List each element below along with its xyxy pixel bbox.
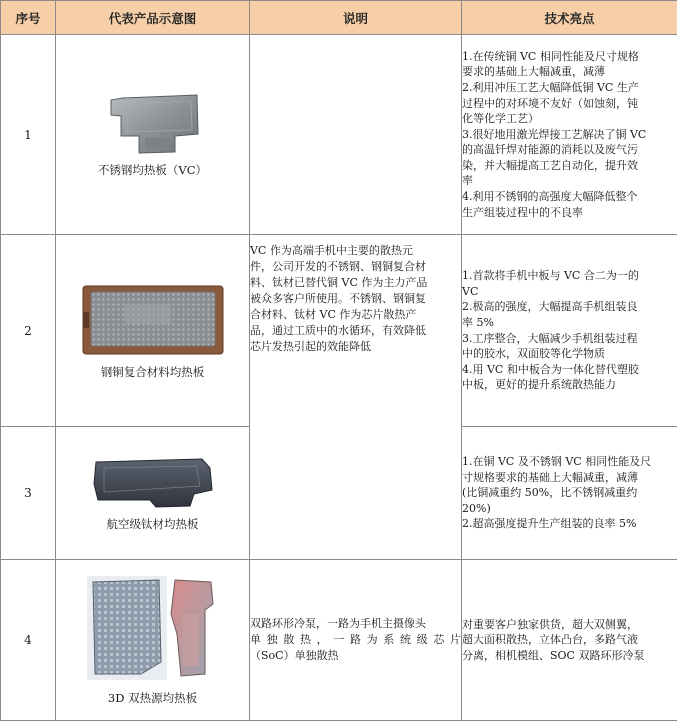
feature-line: 超大面积散热，立体凸台，多路气液 bbox=[462, 633, 638, 647]
table-row bbox=[1, 35, 677, 235]
feature-line: VC bbox=[462, 284, 479, 298]
description-line: 双路环形冷泵，一路为手机主摄像头 bbox=[250, 617, 426, 630]
feature-line: 1.首款将手机中板与 VC 合二为一的 bbox=[462, 269, 639, 283]
tech-highlights-cell bbox=[462, 35, 677, 235]
feature-line: 4.用 VC 和中板合为一体化替代塑胶 bbox=[462, 362, 639, 376]
product-caption: 航空级钛材均热板 bbox=[106, 517, 199, 531]
feature-line: 率 bbox=[462, 174, 473, 188]
header-product-image: 代表产品示意图 bbox=[56, 1, 250, 35]
description-line: 芯片发热引起的效能降低 bbox=[250, 340, 371, 353]
header-tech-highlights: 技术亮点 bbox=[462, 1, 677, 35]
product-image-cell bbox=[56, 427, 250, 560]
description-cell-empty bbox=[250, 35, 462, 235]
3d-dual-heat-source-vc-image bbox=[85, 574, 221, 684]
description-line: 品，通过工质中的水循环，有效降低 bbox=[250, 324, 426, 337]
feature-line: 寸规格要求的基础上大幅减重，减薄 bbox=[462, 470, 638, 484]
feature-line: 化等化学工艺） bbox=[462, 112, 539, 126]
row-index: 2 bbox=[1, 235, 56, 427]
feature-line: 4.利用不锈钢的高强度大幅降低整个 bbox=[462, 190, 638, 204]
stainless-steel-vc-image bbox=[105, 92, 201, 156]
feature-line: 分离，相机模组、SOC 双路环形冷泵 bbox=[462, 648, 645, 662]
feature-line: 率 5% bbox=[462, 315, 494, 329]
feature-line: 2.超高强度提升生产组装的良率 5% bbox=[462, 517, 637, 531]
row-index: 3 bbox=[1, 427, 56, 560]
product-caption: 3D 双热源均热板 bbox=[107, 691, 198, 705]
description-line: （SoC）单独散热 bbox=[250, 649, 339, 662]
feature-line: 2.利用冲压工艺大幅降低铜 VC 生产 bbox=[462, 80, 639, 94]
description-line: 件，公司开发的不锈钢、钢铜复合材 bbox=[250, 260, 426, 273]
feature-line: 对重要客户独家供货，超大双侧翼， bbox=[462, 617, 638, 631]
titanium-vc-image bbox=[90, 454, 216, 510]
header-row bbox=[1, 1, 677, 35]
tech-highlights-cell bbox=[462, 235, 677, 427]
feature-line: 20%) bbox=[462, 501, 491, 515]
description-cell bbox=[250, 560, 462, 721]
shared-description-cell bbox=[250, 235, 462, 560]
table-row bbox=[1, 235, 677, 427]
feature-line: 2.极高的强度，大幅提高手机组装良 bbox=[462, 300, 638, 314]
product-image-cell bbox=[56, 235, 250, 427]
feature-line: 3.工序整合，大幅减少手机组装过程 bbox=[462, 331, 638, 345]
feature-line: 3.很好地用激光焊接工艺解决了铜 VC bbox=[462, 127, 647, 141]
description-line: 被众多客户所使用。不锈钢、钢铜复 bbox=[250, 292, 426, 305]
header-description: 说明 bbox=[250, 1, 462, 35]
header-index: 序号 bbox=[1, 1, 56, 35]
product-caption: 钢铜复合材料均热板 bbox=[100, 364, 205, 379]
product-image-cell bbox=[56, 560, 250, 721]
feature-line: 的高温钎焊对能源的消耗以及废气污 bbox=[462, 143, 638, 157]
feature-line: 1.在传统铜 VC 相同性能及尺寸规格 bbox=[462, 49, 639, 63]
product-caption: 不锈钢均热板（VC） bbox=[97, 162, 208, 177]
feature-line: 过程中的对环境不友好（如蚀刻，钝 bbox=[462, 96, 638, 110]
feature-line: 中的胶水，双面胶等化学物质 bbox=[462, 347, 605, 361]
feature-line: (比铜减重约 50%，比不锈钢减重约 bbox=[462, 486, 638, 500]
row-index: 1 bbox=[1, 35, 56, 235]
tech-highlights-cell bbox=[462, 560, 677, 721]
feature-line: 要求的基础上大幅减重，减薄 bbox=[462, 65, 605, 79]
feature-line: 1.在铜 VC 及不锈钢 VC 相同性能及尺 bbox=[462, 455, 652, 469]
product-image-cell bbox=[56, 35, 250, 235]
description-line: 单独散热，一路为系统级芯片 bbox=[250, 633, 461, 646]
feature-line: 中板，更好的提升系统散热能力 bbox=[462, 378, 616, 392]
description-line: 料、钛材已替代铜 VC 作为主力产品 bbox=[250, 276, 428, 289]
description-line: VC 作为高端手机中主要的散热元 bbox=[250, 244, 413, 257]
steel-copper-composite-vc-image bbox=[81, 282, 225, 358]
table-row bbox=[1, 560, 677, 721]
tech-highlights-cell bbox=[462, 427, 677, 560]
feature-line: 染，并大幅提高工艺自动化，提升效 bbox=[462, 158, 638, 172]
row-index: 4 bbox=[1, 560, 56, 721]
description-line: 合材料、钛材 VC 作为芯片散热产 bbox=[250, 308, 417, 321]
feature-line: 生产组装过程中的不良率 bbox=[462, 205, 583, 219]
